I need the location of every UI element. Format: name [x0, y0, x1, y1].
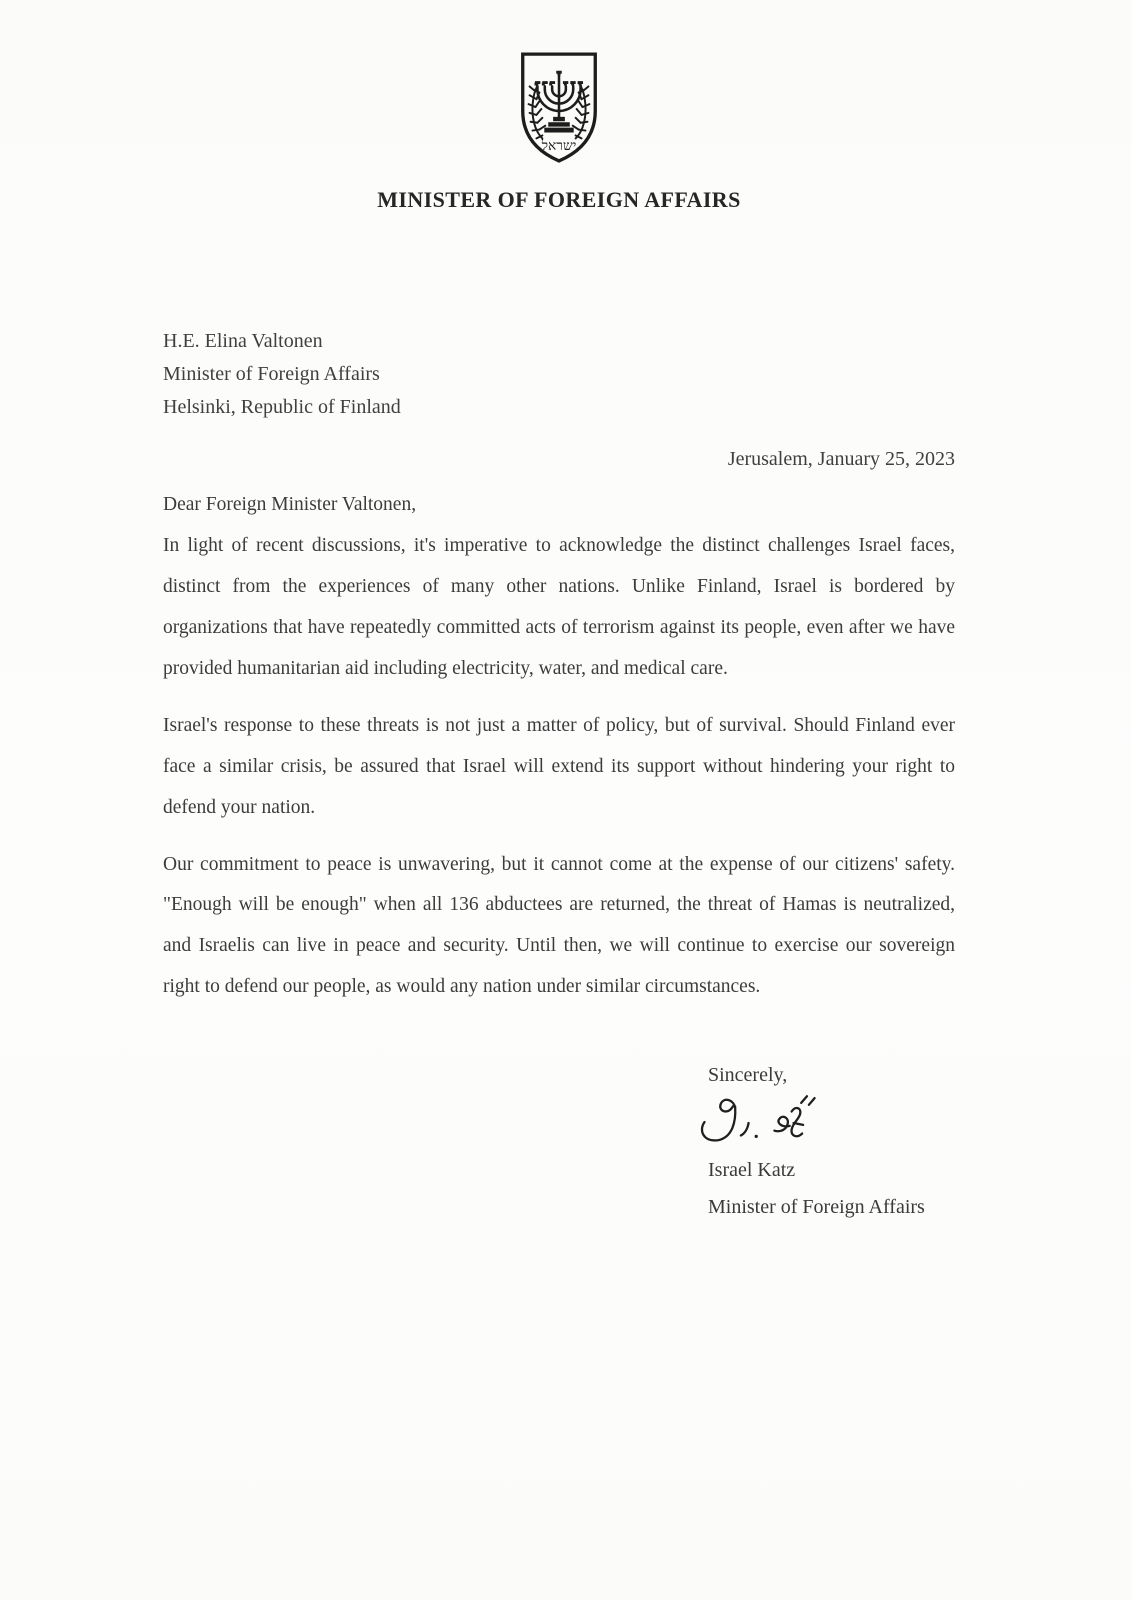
signature-icon [694, 1093, 828, 1153]
body-paragraph-2: Israel's response to these threats is not just a matter of policy, but of survival. Should Finland ever face a similar crisis, be assured that Israel will extend its support without hindering your right to defend your nation. [163, 714, 955, 818]
signature-block [708, 1064, 955, 1219]
salutation: Dear Foreign Minister Valtonen, [163, 494, 417, 515]
letterhead-title: MINISTER OF FOREIGN AFFAIRS [377, 187, 741, 212]
signature-title: Minister of Foreign Affairs [708, 1196, 925, 1219]
handwritten-signature [694, 1093, 955, 1159]
recipient-title: Minister of Foreign Affairs [163, 363, 380, 385]
letterhead [163, 0, 955, 173]
signature-closing: Sincerely, [708, 1064, 788, 1087]
recipient-location: Helsinki, Republic of Finland [163, 396, 401, 418]
body-paragraph-3: Our commitment to peace is unwavering, but it cannot come at the expense of our citizens' safety. "Enough will be enough" when all 136 abductees are returned, the threat of Hamas is neutralized, and Israelis can live in peace and security. Until then, we will continue to exercise our sovereign right to defend our people, as would any nation under similar circumstances. [163, 853, 955, 998]
recipient-block [163, 325, 955, 424]
dateline: Jerusalem, January 25, 2023 [727, 448, 955, 470]
body-paragraph-1: In light of recent discussions, it's imperative to acknowledge the distinct challenges Israel faces, distinct from the experiences of many other nations. Unlike Finland, Israel is bordered by organizations that have repeatedly committed acts of terrorism against its people, even after we have provided humanitarian aid including electricity, water, and medical care. [163, 534, 955, 679]
israel-state-emblem-icon [510, 50, 608, 168]
emblem-hebrew-text: ישראל [541, 138, 577, 154]
signature-name: Israel Katz [708, 1159, 796, 1182]
recipient-name: H.E. Elina Valtonen [163, 330, 323, 352]
